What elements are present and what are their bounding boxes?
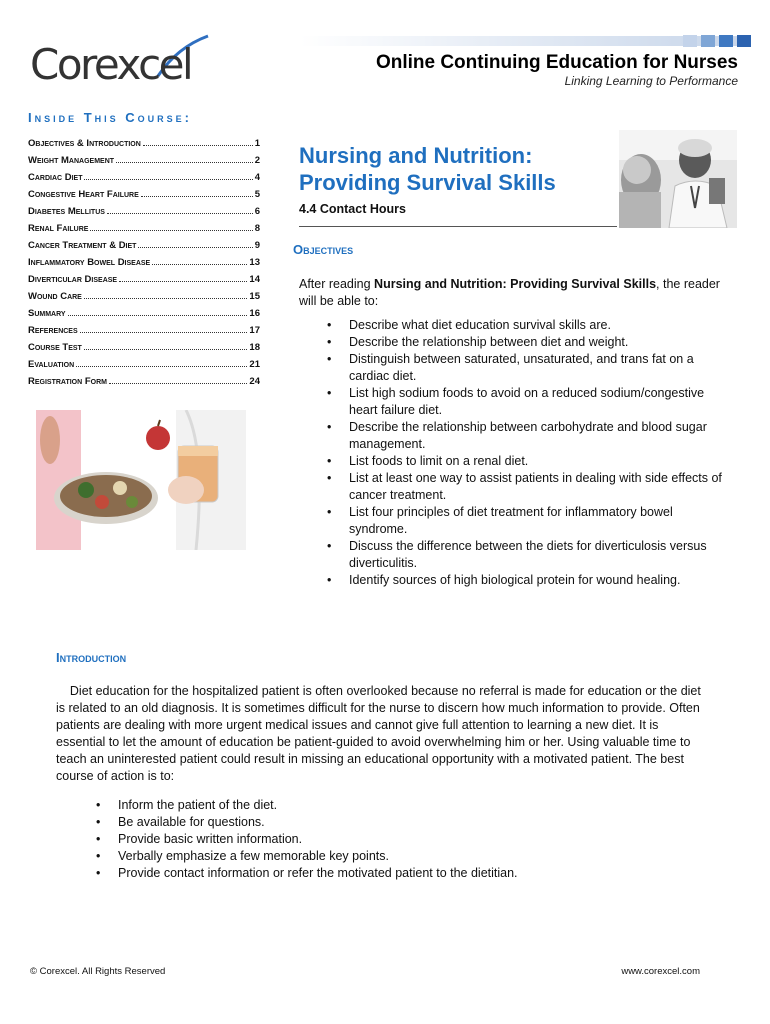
corexcel-logo (30, 30, 210, 96)
toc-leader-dots (107, 213, 253, 214)
toc-entry-page: 4 (254, 172, 260, 183)
toc-entry (28, 138, 260, 155)
toc-entry-label: Cardiac Diet (28, 172, 83, 183)
toc-entry-label: Cancer Treatment & Diet (28, 240, 137, 251)
toc-entry-page: 5 (254, 189, 260, 200)
toc-entry (28, 206, 260, 223)
toc-leader-dots (109, 383, 247, 384)
toc-entry (28, 325, 260, 342)
course-title-line: Providing Survival Skills (299, 170, 556, 195)
toc-leader-dots (90, 230, 252, 231)
toc-entry (28, 359, 260, 376)
toc-entry (28, 342, 260, 359)
toc-entry-page: 17 (249, 325, 260, 336)
objective-item: • Identify sources of high biological protein for wound healing. (349, 572, 729, 589)
site-tagline: Linking Learning to Performance (564, 74, 738, 88)
header-square (737, 35, 751, 47)
objectives-intro-prefix: After reading (299, 277, 375, 291)
introduction-list-item: • Inform the patient of the diet. (118, 797, 678, 814)
healthy-food-photo (36, 410, 246, 550)
toc-leader-dots (84, 179, 252, 180)
toc-entry-page: 21 (249, 359, 260, 370)
site-title: Online Continuing Education for Nurses (375, 52, 738, 73)
toc-leader-dots (119, 281, 247, 282)
introduction-list-item: • Verbally emphasize a few memorable key points. (118, 848, 678, 865)
toc-entry-page: 18 (249, 342, 260, 353)
toc-entry-label: Diabetes Mellitus (28, 206, 105, 217)
toc-entry (28, 257, 260, 274)
objective-item: • List foods to limit on a renal diet. (349, 453, 729, 470)
toc-entry-label: Wound Care (28, 291, 82, 302)
toc-leader-dots (141, 196, 253, 197)
header-square (719, 35, 733, 47)
contact-hours: 4.4 Contact Hours (299, 202, 406, 216)
toc-leader-dots (138, 247, 252, 248)
toc-entry-label: Diverticular Disease (28, 274, 118, 285)
footer-copyright: © Corexcel. All Rights Reserved (30, 966, 166, 977)
toc-entry (28, 223, 260, 240)
logo-wordmark: Corexcel (30, 40, 192, 89)
toc-entry-page: 8 (254, 223, 260, 234)
toc-entry-label: Inflammatory Bowel Disease (28, 257, 151, 268)
objectives-intro-suffix: , the reader will be able to: (299, 277, 720, 308)
toc-entry-page: 15 (249, 291, 260, 302)
objectives-heading: Objectives (293, 242, 354, 257)
toc-entry (28, 240, 260, 257)
toc-entry-label: Course Test (28, 342, 82, 353)
objective-item: • List at least one way to assist patients in dealing with side effects of cancer treatment. (349, 470, 729, 504)
toc-leader-dots (84, 298, 248, 299)
toc-entry-label: Summary (28, 308, 66, 319)
toc-entry-page: 6 (254, 206, 260, 217)
introduction-paragraph-text: Diet education for the hospitalized patient is often overlooked because no referral is made for education or the diet is related to an old diagnosis. It is sometimes difficult for the nurse to discern how much information to provide. Often patients are dealing with more urgent medical issues and cannot give full attention to learning a new diet. It is essential to let the amount of education be patient-guided to avoid overwhelming him or her. Using valuable time to teach an uninterested patient could result in missing an educational opportunity with a motivated patient. The best course of action is to: (56, 684, 701, 783)
toc-entry-page: 13 (249, 257, 260, 268)
toc-leader-dots (143, 145, 253, 146)
toc-entry (28, 274, 260, 291)
toc-entry-label: Weight Management (28, 155, 115, 166)
toc-leader-dots (84, 349, 248, 350)
toc-entry-page: 2 (254, 155, 260, 166)
objectives-list (349, 317, 729, 589)
introduction-list-item: • Provide basic written information. (118, 831, 678, 848)
toc-entry-page: 16 (249, 308, 260, 319)
toc-heading: Inside This Course: (28, 110, 193, 125)
objective-item: • Describe the relationship between carbohydrate and blood sugar management. (349, 419, 729, 453)
toc-leader-dots (68, 315, 248, 316)
introduction-list-item: • Be available for questions. (118, 814, 678, 831)
objective-item: • List four principles of diet treatment for inflammatory bowel syndrome. (349, 504, 729, 538)
objective-item: • Discuss the difference between the diets for diverticulosis versus diverticulitis. (349, 538, 729, 572)
course-title-line: Nursing and Nutrition: (299, 143, 533, 168)
introduction-list (118, 797, 678, 882)
introduction-list-item: • Provide contact information or refer the motivated patient to the dietitian. (118, 865, 678, 882)
objectives-intro-course-name: Nursing and Nutrition: Providing Survival Skills (374, 277, 657, 291)
toc-leader-dots (152, 264, 247, 265)
title-divider (299, 226, 617, 227)
toc-entry-page: 9 (254, 240, 260, 251)
toc-entry-page: 14 (249, 274, 260, 285)
toc-entry-label: References (28, 325, 78, 336)
objective-item: • Distinguish between saturated, unsaturated, and trans fat on a cardiac diet. (349, 351, 729, 385)
objective-item: • Describe what diet education survival skills are. (349, 317, 729, 334)
header-gradient-band (300, 36, 740, 46)
objective-item: • List high sodium foods to avoid on a reduced sodium/congestive heart failure diet. (349, 385, 729, 419)
toc-entry-label: Objectives & Introduction (28, 138, 141, 149)
footer-website: www.corexcel.com (621, 966, 700, 977)
toc-entry (28, 155, 260, 172)
objective-item: • Describe the relationship between diet and weight. (349, 334, 729, 351)
objectives-intro (299, 276, 729, 310)
introduction-heading: Introduction (56, 650, 127, 665)
toc-leader-dots (80, 332, 248, 333)
toc-leader-dots (116, 162, 253, 163)
header-square (701, 35, 715, 47)
toc-entry-label: Renal Failure (28, 223, 89, 234)
introduction-paragraph (56, 683, 704, 785)
table-of-contents (28, 138, 260, 393)
toc-entry-label: Evaluation (28, 359, 75, 370)
toc-entry (28, 376, 260, 393)
toc-entry (28, 189, 260, 206)
toc-entry-label: Registration Form (28, 376, 107, 387)
toc-entry-label: Congestive Heart Failure (28, 189, 139, 200)
course-title (299, 142, 609, 196)
toc-leader-dots (76, 366, 247, 367)
doctor-patient-photo (619, 130, 737, 228)
header-square (683, 35, 697, 47)
toc-entry (28, 308, 260, 325)
toc-entry-page: 1 (254, 138, 260, 149)
toc-entry (28, 172, 260, 189)
toc-entry (28, 291, 260, 308)
toc-entry-page: 24 (249, 376, 260, 387)
